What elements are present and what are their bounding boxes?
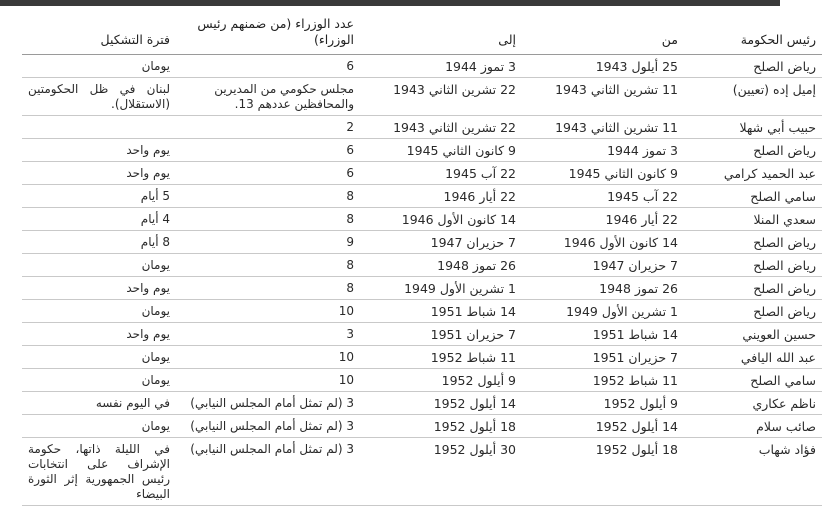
cell-head: حسين العويني (684, 323, 822, 346)
cell-to: 14 كانون الأول 1946 (360, 208, 522, 231)
header-from: من (522, 10, 684, 55)
cell-ministers: 2 (176, 116, 360, 139)
cell-ministers: 10 (176, 300, 360, 323)
cell-from: 9 كانون الثاني 1945 (522, 162, 684, 185)
cell-period: يوم واحد (22, 277, 176, 300)
cell-to: 7 حزيران 1947 (360, 231, 522, 254)
cell-period: يوم واحد (22, 139, 176, 162)
cell-ministers: 3 (لم تمثل أمام المجلس النيابي) (176, 415, 360, 438)
table-body (22, 55, 822, 506)
cell-ministers: 3 (لم تمثل أمام المجلس النيابي) (176, 438, 360, 506)
cell-from: 26 تموز 1948 (522, 277, 684, 300)
cell-from: 7 حزيران 1947 (522, 254, 684, 277)
cell-ministers: 3 (لم تمثل أمام المجلس النيابي) (176, 392, 360, 415)
cell-from: 7 حزيران 1951 (522, 346, 684, 369)
cell-period: 8 أيام (22, 231, 176, 254)
cell-period: يومان (22, 369, 176, 392)
cell-head: سامي الصلح (684, 185, 822, 208)
table-row (22, 55, 822, 78)
cell-to: 22 تشرين الثاني 1943 (360, 116, 522, 139)
cell-ministers: 8 (176, 254, 360, 277)
cell-ministers: 10 (176, 346, 360, 369)
top-rule (0, 0, 780, 6)
cell-from: 11 تشرين الثاني 1943 (522, 78, 684, 116)
cell-from: 1 تشرين الأول 1949 (522, 300, 684, 323)
table-header-row (22, 10, 822, 55)
cell-period: 4 أيام (22, 208, 176, 231)
cell-to: 22 تشرين الثاني 1943 (360, 78, 522, 116)
cell-period: يوم واحد (22, 162, 176, 185)
header-to: إلى (360, 10, 522, 55)
cell-from: 14 شباط 1951 (522, 323, 684, 346)
cell-head: سعدي المنلا (684, 208, 822, 231)
cell-to: 9 كانون الثاني 1945 (360, 139, 522, 162)
cell-ministers: 6 (176, 139, 360, 162)
cell-from: 25 أيلول 1943 (522, 55, 684, 78)
cell-head: فؤاد شهاب (684, 438, 822, 506)
cell-to: 14 شباط 1951 (360, 300, 522, 323)
table-row (22, 116, 822, 139)
cell-ministers: 9 (176, 231, 360, 254)
table-row (22, 323, 822, 346)
cell-head: رياض الصلح (684, 254, 822, 277)
table-row (22, 438, 822, 506)
cell-ministers: 6 (176, 55, 360, 78)
header-ministers: عدد الوزراء (من ضمنهم رئيس الوزراء) (176, 10, 360, 55)
cell-from: 11 تشرين الثاني 1943 (522, 116, 684, 139)
cell-period: يوم واحد (22, 323, 176, 346)
cell-period: يومان (22, 415, 176, 438)
cell-head: رياض الصلح (684, 277, 822, 300)
cell-to: 9 أيلول 1952 (360, 369, 522, 392)
cell-period: 5 أيام (22, 185, 176, 208)
table-row (22, 208, 822, 231)
cell-from: 14 كانون الأول 1946 (522, 231, 684, 254)
cell-period: يومان (22, 55, 176, 78)
table-row (22, 392, 822, 415)
cell-period: يومان (22, 346, 176, 369)
cell-from: 9 أيلول 1952 (522, 392, 684, 415)
cell-to: 30 أيلول 1952 (360, 438, 522, 506)
cell-to: 14 أيلول 1952 (360, 392, 522, 415)
cell-ministers: 8 (176, 277, 360, 300)
cell-period: لبنان في ظل الحكومتين (الاستقلال). (22, 78, 176, 116)
table-row (22, 254, 822, 277)
cell-period: في اليوم نفسه (22, 392, 176, 415)
cell-period: يومان (22, 300, 176, 323)
table-row (22, 300, 822, 323)
cell-head: رياض الصلح (684, 55, 822, 78)
cell-ministers: 8 (176, 185, 360, 208)
table-row (22, 185, 822, 208)
cell-head: سامي الصلح (684, 369, 822, 392)
cell-ministers: مجلس حكومي من المديرين والمحافظين عددهم 13. (176, 78, 360, 116)
table-row (22, 139, 822, 162)
table-row (22, 369, 822, 392)
cell-from: 3 تموز 1944 (522, 139, 684, 162)
cell-to: 7 حزيران 1951 (360, 323, 522, 346)
cell-head: حبيب أبي شهلا (684, 116, 822, 139)
cell-to: 26 تموز 1948 (360, 254, 522, 277)
cell-ministers: 3 (176, 323, 360, 346)
table-row (22, 231, 822, 254)
cell-head: عبد الله اليافي (684, 346, 822, 369)
header-period: فترة التشكيل (22, 10, 176, 55)
cell-from: 14 أيلول 1952 (522, 415, 684, 438)
cell-ministers: 8 (176, 208, 360, 231)
cell-from: 22 أيار 1946 (522, 208, 684, 231)
cell-head: رياض الصلح (684, 300, 822, 323)
cell-from: 18 أيلول 1952 (522, 438, 684, 506)
cell-to: 3 تموز 1944 (360, 55, 522, 78)
cell-from: 22 آب 1945 (522, 185, 684, 208)
cell-head: إميل إده (تعيين) (684, 78, 822, 116)
cell-period (22, 116, 176, 139)
cell-ministers: 6 (176, 162, 360, 185)
cell-head: صائب سلام (684, 415, 822, 438)
cell-head: رياض الصلح (684, 139, 822, 162)
table-row (22, 277, 822, 300)
cell-to: 22 آب 1945 (360, 162, 522, 185)
table-row (22, 162, 822, 185)
cell-period: يومان (22, 254, 176, 277)
cell-head: رياض الصلح (684, 231, 822, 254)
cell-to: 1 تشرين الأول 1949 (360, 277, 522, 300)
table-row (22, 415, 822, 438)
cell-to: 22 أيار 1946 (360, 185, 522, 208)
cell-to: 11 شباط 1952 (360, 346, 522, 369)
cell-head: ناظم عكاري (684, 392, 822, 415)
header-head: رئيس الحكومة (684, 10, 822, 55)
cell-head: عبد الحميد كرامي (684, 162, 822, 185)
table-row (22, 346, 822, 369)
cell-period: في الليلة ذاتها، حكومة الإشراف على انتخابات رئيس الجمهورية إثر الثورة البيضاء (22, 438, 176, 506)
cell-to: 18 أيلول 1952 (360, 415, 522, 438)
cell-from: 11 شباط 1952 (522, 369, 684, 392)
governments-table (22, 10, 822, 506)
cell-ministers: 10 (176, 369, 360, 392)
table-row (22, 78, 822, 116)
